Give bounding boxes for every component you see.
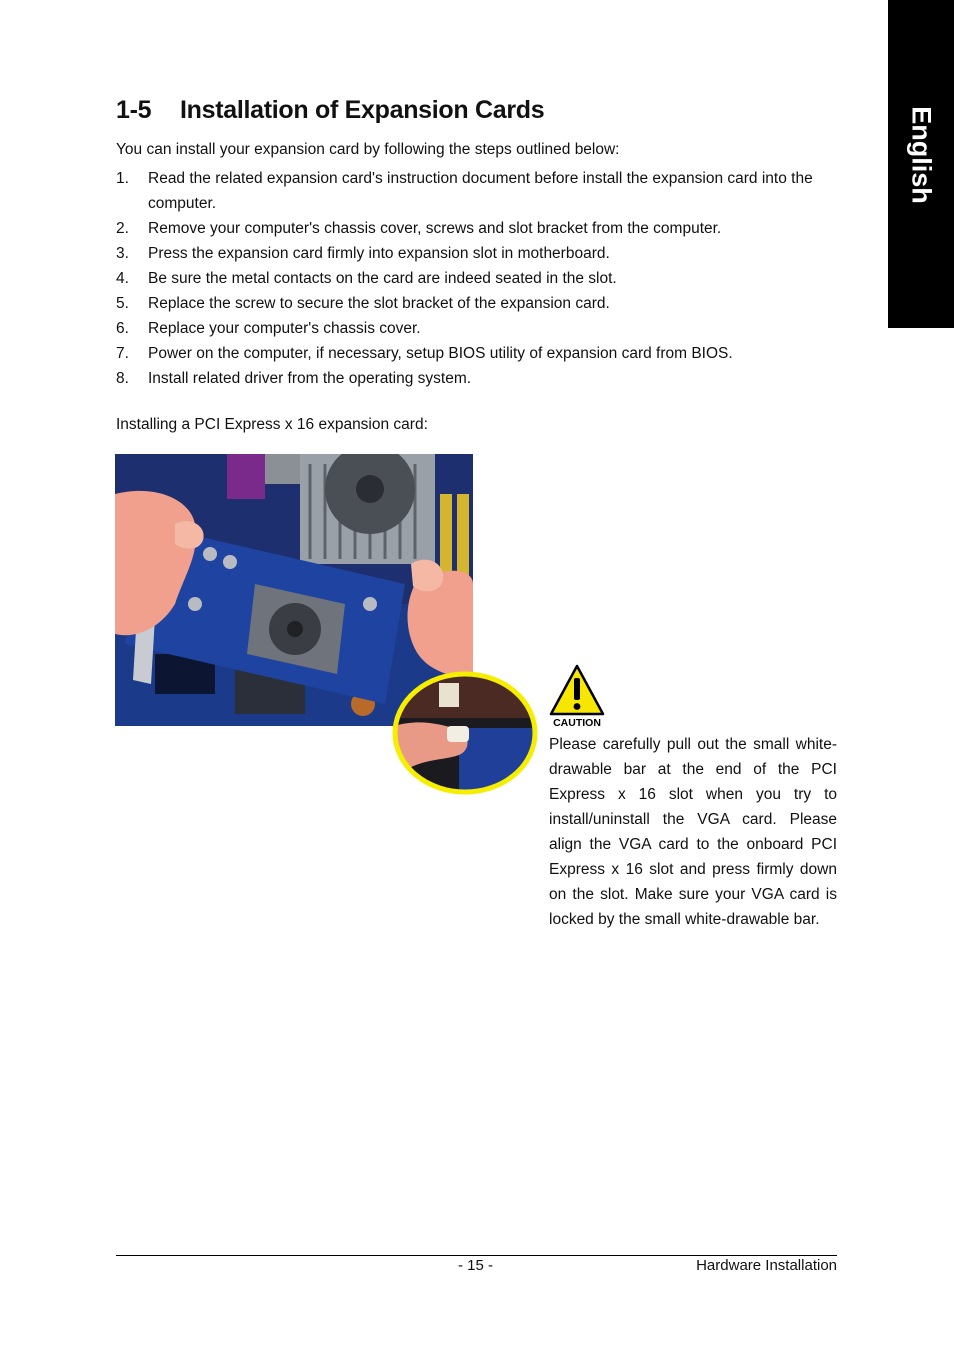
zoom-detail-photo — [389, 668, 541, 798]
step-number: 1. — [116, 170, 129, 187]
section-title: Installation of Expansion Cards — [180, 96, 545, 124]
step-text: Power on the computer, if necessary, setup BIOS utility of expansion card from BIOS. — [148, 345, 733, 362]
step-text: Press the expansion card firmly into expansion slot in motherboard. — [148, 245, 610, 262]
section-heading — [116, 96, 544, 125]
caution-icon — [548, 664, 606, 730]
pci-install-caption: Installing a PCI Express x 16 expansion card: — [116, 416, 428, 433]
step-item — [116, 316, 816, 341]
installation-steps — [116, 166, 816, 391]
step-text: Replace the screw to secure the slot bracket of the expansion card. — [148, 295, 610, 312]
step-item — [116, 266, 816, 291]
step-item — [116, 166, 816, 216]
page-number: - 15 - — [458, 1257, 494, 1274]
step-item — [116, 291, 816, 316]
step-number: 8. — [116, 370, 129, 387]
step-text: Install related driver from the operating system. — [148, 370, 472, 387]
step-item — [116, 216, 816, 241]
step-text: Be sure the metal contacts on the card are indeed seated in the slot. — [148, 270, 617, 287]
step-number: 4. — [116, 270, 129, 287]
footer-section-name: Hardware Installation — [696, 1257, 837, 1274]
step-number: 6. — [116, 320, 129, 337]
step-text: Replace your computer's chassis cover. — [148, 320, 421, 337]
step-number: 3. — [116, 245, 129, 262]
intro-text: You can install your expansion card by following the steps outlined below: — [116, 141, 620, 158]
step-text: Remove your computer's chassis cover, screws and slot bracket from the computer. — [148, 220, 722, 237]
caution-text: Please carefully pull out the small white-drawable bar at the end of the PCI Express x 16 slot when you try to install/uninstall the VGA card. Please align the VGA card to the onboard PCI Express x 16 slot and press firmly down on the slot. Make sure your VGA card is locked by the small white-drawable bar. — [549, 736, 837, 928]
step-number: 5. — [116, 295, 129, 312]
section-number: 1-5 — [116, 96, 152, 124]
step-text: Read the related expansion card's instruction document before install the expansion card into the computer. — [148, 170, 813, 212]
step-item — [116, 241, 816, 266]
step-item — [116, 366, 816, 391]
language-tab-label: English — [906, 106, 937, 204]
step-number: 2. — [116, 220, 129, 237]
step-item — [116, 341, 816, 366]
step-number: 7. — [116, 345, 129, 362]
language-tab — [888, 0, 954, 328]
footer-rule — [116, 1255, 837, 1256]
caution-icon-label: CAUTION — [553, 717, 601, 729]
